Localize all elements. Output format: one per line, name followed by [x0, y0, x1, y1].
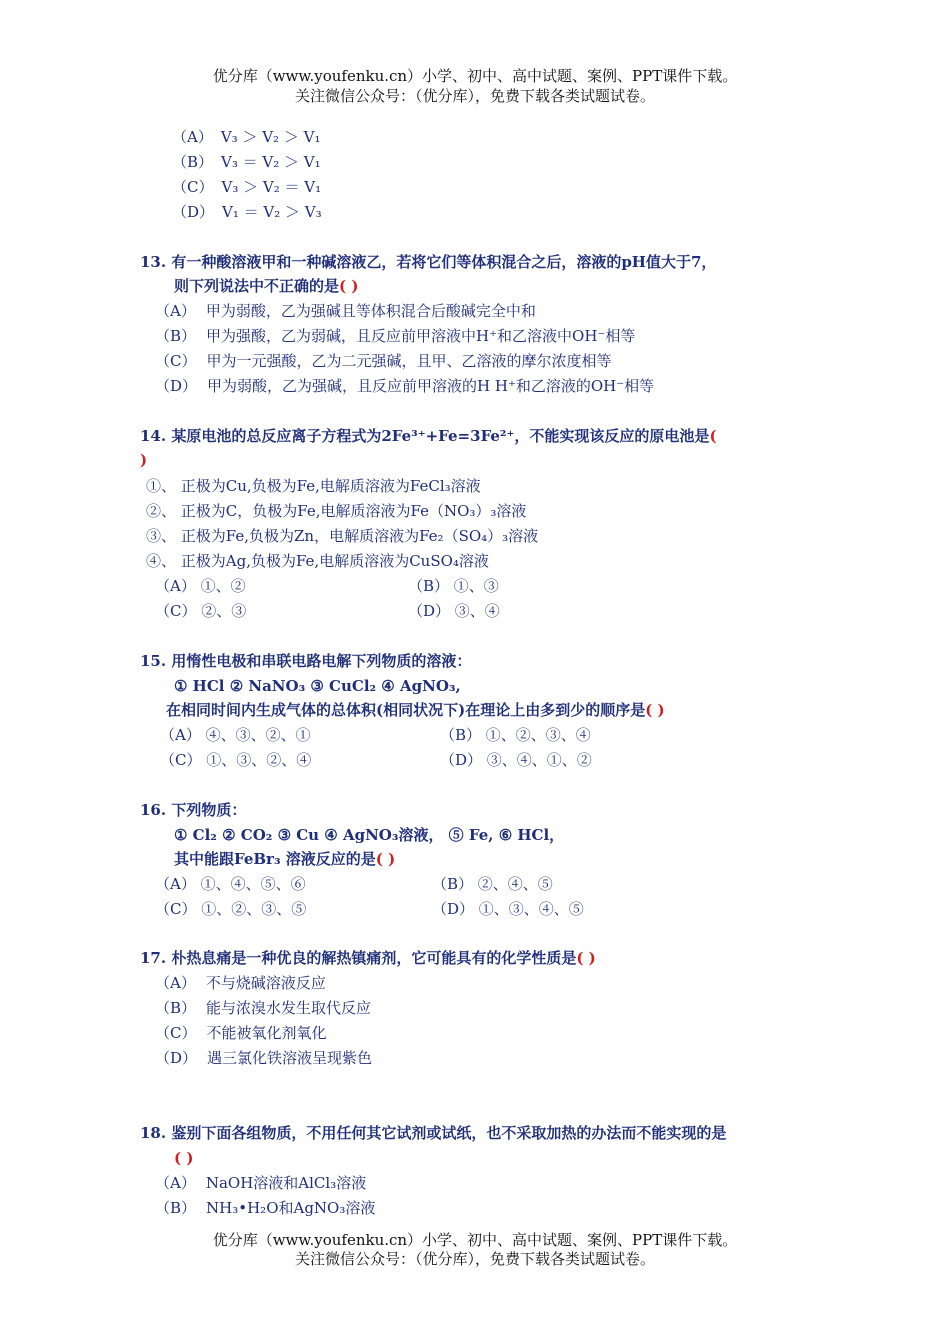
footer-line-1: 优分库（www.youfenku.cn）小学、初中、高中试题、案例、PPT课件下载。: [212, 1231, 738, 1249]
answer-blank: ( ): [375, 850, 396, 868]
option-d: （D） ③、④、①、②: [440, 751, 592, 769]
option-c: （C） 甲为一元强酸，乙为二元强碱，且甲、乙溶液的摩尔浓度相等: [155, 352, 612, 370]
statement-4: ④、 正极为Ag,负极为Fe,电解质溶液为CuSO₄溶液: [146, 552, 489, 570]
question-16-stem-3: 其中能跟FeBr₃ 溶液反应的是( ): [174, 850, 396, 868]
question-17-stem: 17. 朴热息痛是一种优良的解热镇痛剂，它可能具有的化学性质是( ): [140, 949, 596, 967]
question-15-stem-3: 在相同时间内生成气体的总体积(相同状况下)在理论上由多到少的顺序是( ): [166, 701, 665, 719]
option-d: （D） V₁ ＝ V₂ ＞ V₃: [172, 203, 322, 221]
statement-3: ③、 正极为Fe,负极为Zn，电解质溶液为Fe₂（SO₄）₃溶液: [146, 527, 539, 545]
answer-blank-close: ): [140, 451, 148, 469]
answer-blank: ( ): [339, 277, 359, 295]
option-c: （C） ②、③: [155, 602, 247, 620]
option-a: （A） 甲为弱酸，乙为强碱且等体积混合后酸碱完全中和: [155, 302, 536, 320]
question-14-stem: 14. 某原电池的总反应离子方程式为2Fe³⁺+Fe=3Fe²⁺，不能实现该反应的原电池是(: [140, 427, 717, 445]
option-b: （B） V₃ ＝ V₂ ＞ V₁: [172, 153, 321, 171]
option-d: （D） ①、③、④、⑤: [432, 900, 584, 918]
substance-list: ① HCl ② NaNO₃ ③ CuCl₂ ④ AgNO₃,: [174, 677, 461, 695]
question-13-stem-2: 则下列说法中不正确的是( ): [174, 277, 359, 295]
option-a: （A） V₃ ＞ V₂ ＞ V₁: [172, 128, 321, 146]
option-d: （D） 甲为弱酸，乙为强碱，且反应前甲溶液的H H⁺和乙溶液的OH⁻相等: [155, 377, 655, 395]
option-b: （B） ①、②、③、④: [440, 726, 591, 744]
option-b: （B） 甲为强酸，乙为弱碱，且反应前甲溶液中H⁺和乙溶液中OH⁻相等: [155, 327, 636, 345]
option-a: （A） NaOH溶液和AlCl₃溶液: [155, 1174, 367, 1192]
option-c: （C） 不能被氧化剂氧化: [155, 1024, 327, 1042]
question-15-stem: 15. 用惰性电极和串联电路电解下列物质的溶液：: [140, 652, 472, 670]
option-b: （B） ①、③: [408, 577, 499, 595]
footer-line-2: 关注微信公众号：（优分库），免费下载各类试题试卷。: [294, 1250, 655, 1268]
option-d: （D） ③、④: [408, 602, 500, 620]
statement-1: ①、 正极为Cu,负极为Fe,电解质溶液为FeCl₃溶液: [146, 477, 481, 495]
header-line-1: 优分库（www.youfenku.cn）小学、初中、高中试题、案例、PPT课件下载。: [212, 67, 738, 85]
question-16-stem: 16. 下列物质：: [140, 801, 247, 819]
answer-blank: ( ): [645, 701, 665, 719]
option-a: （A） 不与烧碱溶液反应: [155, 974, 326, 992]
option-c: （C） ①、③、②、④: [160, 751, 312, 769]
substance-list: ① Cl₂ ② CO₂ ③ Cu ④ AgNO₃溶液， ⑤ Fe, ⑥ HCl，: [174, 826, 565, 844]
statement-2: ②、 正极为C，负极为Fe,电解质溶液为Fe（NO₃）₃溶液: [146, 502, 527, 520]
option-d: （D） 遇三氯化铁溶液呈现紫色: [155, 1049, 373, 1067]
option-a: （A） ①、④、⑤、⑥: [155, 875, 306, 893]
header-line-2: 关注微信公众号：（优分库），免费下载各类试题试卷。: [294, 87, 655, 105]
answer-blank: ( ): [576, 949, 596, 967]
option-b: （B） ②、④、⑤: [432, 875, 553, 893]
answer-blank: ( ): [174, 1149, 194, 1167]
option-b: （B） NH₃•H₂O和AgNO₃溶液: [155, 1199, 376, 1217]
question-13-stem: 13. 有一种酸溶液甲和一种碱溶液乙，若将它们等体积混合之后，溶液的pH值大于7，: [140, 253, 717, 271]
option-a: （A） ④、③、②、①: [160, 726, 311, 744]
option-c: （C） ①、②、③、⑤: [155, 900, 307, 918]
question-18-stem: 18. 鉴别下面各组物质，不用任何其它试剂或试纸，也不采取加热的办法而不能实现的是: [140, 1124, 727, 1142]
option-a: （A） ①、②: [155, 577, 246, 595]
option-c: （C） V₃ ＞ V₂ ＝ V₁: [172, 178, 322, 196]
option-b: （B） 能与浓溴水发生取代反应: [155, 999, 372, 1017]
